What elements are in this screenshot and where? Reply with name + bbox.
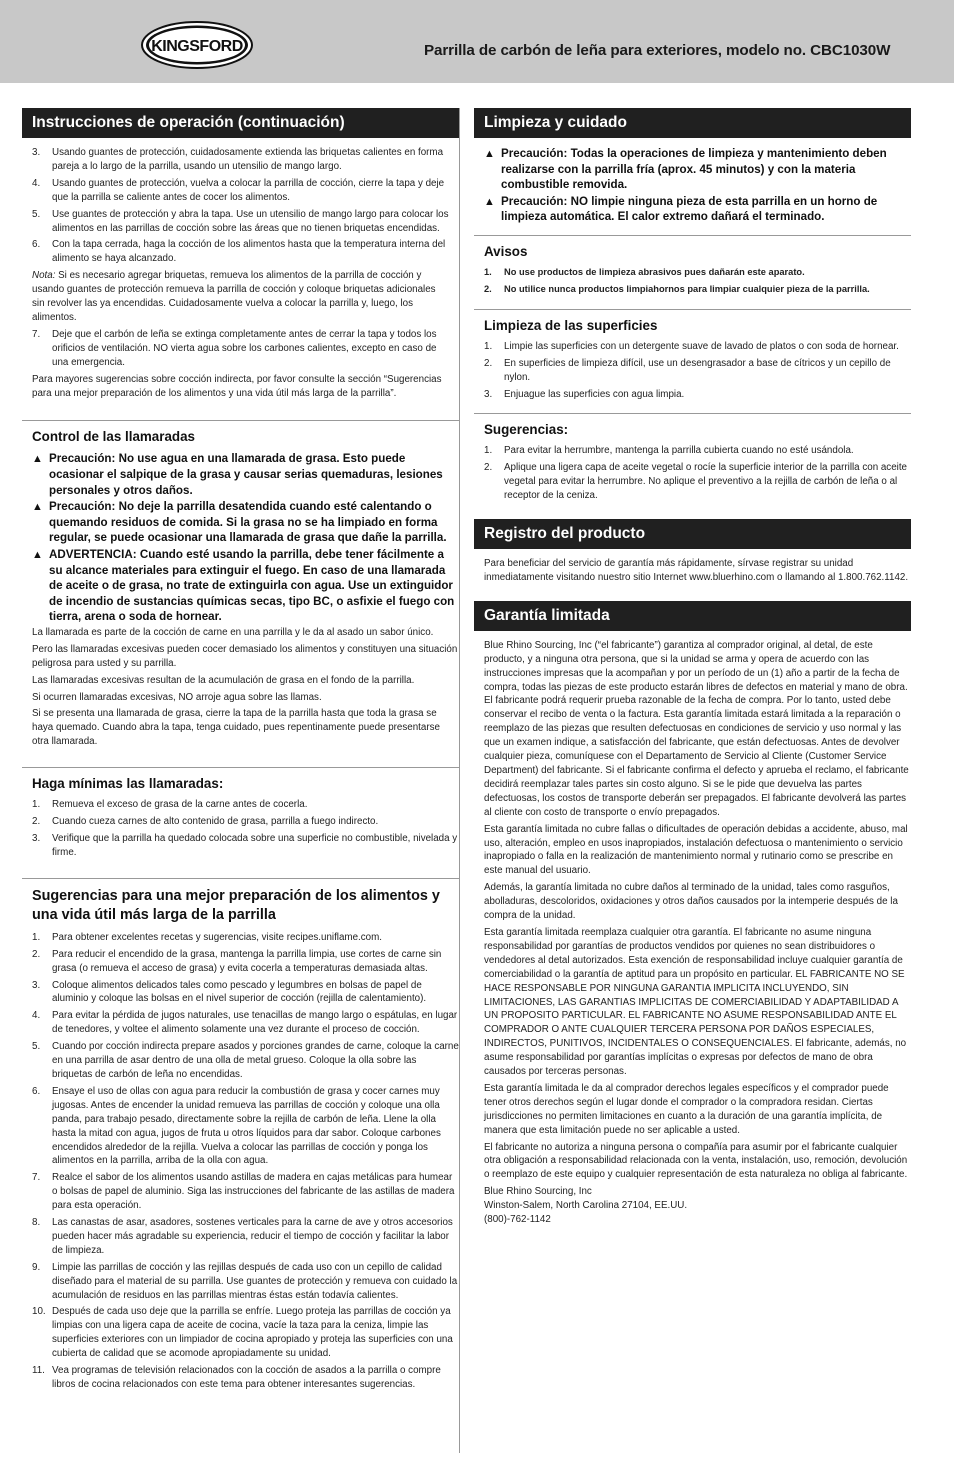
item-number: 1. (484, 266, 492, 277)
indirect-cooking-note: Para mayores sugerencias sobre cocción indirecta, por favor consulte la sección “Sugerencias para una mejor preparación de los alimentos y una vida útil más larga de la parrilla”. (32, 373, 442, 399)
minimize-flare-list (32, 798, 459, 860)
list-item (32, 931, 459, 945)
paragraph: Esta garantía limitada no cubre fallas o dificultades de operación debidas a accidente, abuso, mal uso, alteración, empleo en usos inapropiados, instalación defectuosa o mantenimiento o servicio inapropiado o falla en la realización de mantenimiento normal y rutinario como se prescribe en este manual del usuario. (484, 823, 908, 877)
item-number: 2. (484, 462, 493, 474)
item-text: Enjuague las superficies con agua limpia. (504, 388, 685, 400)
item-number: 3. (484, 388, 493, 400)
cleaning-section (474, 138, 911, 225)
suggestions-section (474, 413, 911, 503)
item-text: Usando guantes de protección, cuidadosamente extienda las briquetas calientes en forma pareja a lo largo de la parrilla, usando un utensilio de mango largo. (52, 147, 444, 172)
list-item (32, 815, 459, 829)
item-text: Para reducir el encendido de la grasa, mantenga la parrilla limpia, use cortes de carne sin grasa (o remueva el acceso de grasa) y evita cocerla a temperaturas demasiada altas. (52, 948, 442, 974)
item-number: 11. (32, 1365, 45, 1377)
item-number: 5. (32, 208, 41, 220)
paragraph: Esta garantía limitada le da al comprador derechos legales específicos y el comprador puede tener otros derechos según el lugar donde el comprador o la compradora residan. Ciertas jurisdicciones no permiten limitaciones en cuanto a la duración de una garantía implícita, de manera que esta limitación puede no ser aplicable a usted. (484, 1082, 889, 1136)
warning-item (484, 194, 911, 225)
paragraph: El fabricante no autoriza a ninguna persona o compañía para asumir por el fabricante cualquier otra obligación a responsabilidad relacionada con la venta, instalación, uso, remoción, devolución o reemplazo de este equipo y cualquier representación de esta naturaleza no obliga al fabricante. (484, 1141, 908, 1181)
tips-list (32, 931, 459, 1392)
warning-item (32, 547, 459, 625)
list-item (32, 328, 449, 370)
item-number: 9. (32, 1261, 41, 1273)
list-item (484, 461, 911, 503)
avisos-section (474, 235, 911, 297)
list-item (32, 798, 459, 812)
registration-section (474, 549, 911, 585)
address-line: Winston-Salem, North Carolina 27104, EE.UU. (484, 1200, 688, 1212)
item-text: Remueva el exceso de grasa de la carne antes de cocerla. (52, 799, 308, 811)
warranty-section (474, 631, 911, 1227)
minimize-flare-section (22, 767, 459, 860)
item-text: Coloque alimentos delicados tales como pescado y legumbres en bolsas de papel de aluminio y coloque las bolsas en el nivel superior de cocción (rejilla de calentamiento). (52, 979, 427, 1005)
flare-paragraphs (32, 626, 459, 749)
item-text: Vea programas de televisión relacionados con la cocción de asados a la parrilla o compre libros de cocina relacionados con este tema para obtener interesantes sugerencias. (52, 1365, 441, 1390)
list-item (484, 357, 911, 385)
item-number: 3. (32, 979, 41, 991)
item-text: No utilice nunca productos limpiahornos para limpiar cualquier pieza de la parrilla. (504, 283, 870, 294)
paragraph: Esta garantía limitada reemplaza cualquier otra garantía. El fabricante no asume ninguna responsabilidad por garantías de productos vendidos por quienes no sean distribuidores o vendedores al detal autorizados. Esta exención de responsabilidad incluye cualquier garantía de comerciabilidad o la garantía de aptitud para un propósito en particular. EL FABRICANTE NO SE HACE RESPONSABLE POR NINGUNA GARANTIA IMPLICITA INCLUYENDO, SIN LIMITACIONES, LAS GARANTIAS IMPLICITAS DE COMERCIABILIDAD Y ADAPTABILIDAD A UN PROPOSITO PARTICULAR. EL FABRICANTE NO ASUME RESPONSABILIDAD ANTE EL COMPRADOR O ANTE CUALQUIER TERCERA PERSONA POR DAÑOS ESPECIALES, INDIRECTOS, PUNITIVOS, INCIDENTALES O CONSEQUENCIALES. El fabricante, además, no asume responsabilidad por garantías implícitas o expresas por defectos de mano de obra causados por terceras personas. (484, 926, 907, 1078)
paragraph: Las llamaradas excesivas resultan de la acumulación de grasa en el fondo de la parrilla. (32, 674, 415, 686)
warranty-heading: Garantía limitada (474, 601, 911, 631)
surface-cleaning-list (484, 340, 911, 402)
item-number: 1. (32, 799, 41, 811)
flare-control-heading: Control de las llamaradas (32, 429, 195, 445)
item-number: 1. (484, 445, 493, 457)
item-number: 1. (32, 931, 41, 943)
item-text: Con la tapa cerrada, haga la cocción de los alimentos hasta que la temperatura interna del alimento se haya alcanzado. (52, 239, 446, 265)
surface-cleaning-heading: Limpieza de las superficies (484, 317, 658, 333)
warning-text: Precaución: Todas la operaciones de limpieza y mantenimiento deben realizarse con la parrilla fría (aprox. 45 minutos) y con la materia combustible removida. (501, 147, 887, 192)
list-item (32, 832, 459, 860)
paragraph: Blue Rhino Sourcing, Inc (“el fabricante”) garantiza al comprador original, al detal, de este producto, y a ninguna otra persona, que si la unidad se arma y opera de acuerdo con las instrucciones impresas que la acompañan y por un período de un (1) año a partir de la fecha de compra, todas las piezas de este producto estarán libres de defectos en material y mano de obra. El fabricante podrá requerir prueba razonable de la fecha de compra. Por lo tanto, usted debe conservar el recibo de venta o la factura. Esta garantía limitada estará limitada a la reparación o reemplazo de las piezas que resulten defectuosas en condiciones de servicio y uso normal y las que un examen indique, a satisfacción del fabricante, que están defectuosas. Antes de devolver cualquier pieza, comuníquese con el Departamento de Servicio al Cliente (Customer Service Department) del fabricante. Si el fabricante confirma el defecto y aprueba el reclamo, el fabricante decidirá reemplazar tales partes sin costo alguno. Si se le pide que devuelva las partes defectuosas, los costos de transporte deberán ser prepagados. El fabricante devolverá las partes al cliente con costo de transporte o envío prepagados. (484, 639, 909, 818)
item-number: 6. (32, 239, 41, 251)
item-text: Usando guantes de protección, vuelva a colocar la parrilla de cocción, cierre la tapa y deje que la parrilla se caliente antes de cocer los alimentos. (52, 177, 445, 203)
avisos-heading: Avisos (484, 243, 528, 259)
tips-heading: Sugerencias para una mejor preparación de los alimentos y una vida útil más larga de la parrilla (32, 887, 440, 923)
item-text: Después de cada uso deje que la parrilla se enfríe. Luego proteja las parrillas de cocción ya limpias con una ligera capa de aceite de cocina, vacíe la taza para la ceniza, limpie las superficies exteriores con un limpiador de cocina apropiado y proteja las superficies con una cubierta de calidad que se acomode apropiadamente su unidad. (52, 1306, 453, 1360)
operation-step-7-list (32, 328, 449, 370)
list-item (32, 1171, 459, 1213)
suggestions-heading: Sugerencias: (484, 422, 569, 438)
right-column (474, 108, 911, 1227)
item-text: Para obtener excelentes recetas y sugerencias, visite recipes.uniflame.com. (52, 931, 382, 943)
cleaning-warnings (484, 146, 911, 225)
registration-heading: Registro del producto (474, 519, 911, 549)
paragraph: Pero las llamaradas excesivas pueden cocer demasiado los alimentos y constituyen una situación peligrosa para usted y su parrilla. (32, 643, 458, 669)
list-item (32, 146, 449, 174)
item-number: 2. (32, 816, 41, 828)
list-item (32, 1085, 459, 1168)
list-item (32, 208, 449, 236)
note-label: Nota: (32, 270, 56, 282)
item-text: Use guantes de protección y abra la tapa. Use un utensilio de mango largo para colocar los alimentos en las parrillas de cocción sobre las áreas que no tienen briquetas encendidas. (52, 208, 449, 234)
list-item (32, 238, 449, 266)
left-column (22, 108, 460, 1453)
item-number: 2. (484, 283, 492, 294)
item-number: 6. (32, 1085, 41, 1097)
item-number: 7. (32, 328, 41, 340)
suggestions-list (484, 444, 911, 503)
flare-warnings (32, 451, 459, 625)
item-text: Limpie las parrillas de cocción y las rejillas después de cada uso con un cepillo de calidad diseñado para el material de su parrilla. Use guantes de protección y remueva con cuidado la acumulación de residuos en las parrillas mientras éstas están todavía calientes. (52, 1261, 458, 1301)
list-item (32, 948, 459, 976)
warning-text: ADVERTENCIA: Cuando esté usando la parrilla, debe tener fácilmente a su alcance materiales para extinguir el fuego. En caso de una llamarada de aceite o de grasa, no trate de extinguirla con agua. Use un extinguidor de incendio de sustancias químicas secas, tipo BC, o asfixie el fuego con tierra, arena o soda de hornear. (49, 547, 455, 624)
document-title: Parrilla de carbón de leña para exteriores, modelo no. CBC1030W (424, 42, 891, 59)
item-number: 4. (32, 177, 41, 189)
warning-triangle-icon: ▲ (32, 453, 43, 466)
warning-triangle-icon: ▲ (32, 501, 43, 514)
operation-instructions-heading: Instrucciones de operación (continuación) (22, 108, 459, 138)
warning-item (32, 451, 459, 498)
tips-section (22, 878, 459, 1392)
company-address (484, 1185, 911, 1227)
address-line: (800)-762-1142 (484, 1214, 551, 1226)
cleaning-heading: Limpieza y cuidado (474, 108, 911, 138)
item-text: Realce el sabor de los alimentos usando astillas de madera en cajas metálicas para humear o bolsas de papel de aluminio. Siga las instrucciones del fabricante de las astillas de madera para esta operación. (52, 1172, 455, 1212)
warning-triangle-icon: ▲ (484, 148, 495, 160)
address-line: Blue Rhino Sourcing, Inc (484, 1186, 592, 1198)
item-number: 2. (484, 357, 493, 369)
item-number: 3. (32, 147, 41, 158)
registration-text: Para beneficiar del servicio de garantía más rápidamente, sírvase registrar su unidad inmediatamente visitando nuestro sitio Internet www.bluerhino.com o llamando al 1.800.762.1142. (484, 558, 909, 583)
warning-triangle-icon: ▲ (32, 548, 43, 561)
item-number: 10. (32, 1306, 46, 1318)
item-number: 3. (32, 833, 41, 844)
item-number: 8. (32, 1217, 41, 1229)
list-item (32, 1364, 459, 1392)
item-text: Para evitar la herrumbre, mantenga la parrilla cubierta cuando no esté usándola. (504, 445, 854, 457)
list-item (32, 1261, 459, 1303)
list-item (484, 266, 911, 280)
paragraph: Además, la garantía limitada no cubre daños al terminado de la unidad, tales como rasguños, abolladuras, descoloridos, oxidaciones y otros daños causados por la intemperie después de la compra de la unidad. (484, 882, 898, 922)
item-text: Aplique una ligera capa de aceite vegetal o rocíe la superficie interior de la parrilla con aceite vegetal para evitar la herrumbre. No aplique el preventivo a la rejilla de carbón de leña o al receptor de la ceniza. (504, 462, 908, 502)
list-item (484, 444, 911, 458)
list-item (484, 388, 911, 402)
svg-text:KINGSFORD: KINGSFORD (151, 38, 243, 55)
note-text: Si es necesario agregar briquetas, remueva los alimentos de la parrilla de cocción y usando guantes de protección remueva la parrilla de cocción y coloque briquetas adicionales sin revolver las ya encendidas. Cuidadosamente vuelva a colocar la parrilla y, luego, los alimentos. (32, 270, 436, 323)
avisos-list (484, 266, 911, 297)
item-text: En superficies de limpieza difícil, use un desengrasador a base de cítricos y un cepillo de nylon. (504, 357, 891, 383)
item-number: 4. (32, 1010, 41, 1022)
list-item (32, 1040, 459, 1082)
list-item (484, 340, 911, 354)
warning-triangle-icon: ▲ (484, 195, 495, 208)
item-text: Verifique que la parrilla ha quedado colocada sobre una superficie no combustible, nivelada y firme. (52, 833, 458, 858)
warning-text: Precaución: NO limpie ninguna pieza de esta parrilla en un horno de limpieza automática. El calor extremo dañará el terminado. (501, 194, 878, 224)
paragraph: Si se presenta una llamarada de grasa, cierre la tapa de la parrilla hasta que toda la grasa se haya quemado. Cuando abra la tapa, tenga cuidado, pues repentinamente puede presentarse otra llamarada. (32, 708, 440, 748)
item-text: Ensaye el uso de ollas con agua para reducir la combustión de grasa y cocer carnes muy jugosas. Antes de encender la unidad remueva las parrillas de cocción y coloque una olla panda, para trabajo pesado, directamente sobre la rejilla de carbón de leña. Llene la olla hasta la mitad con agua, jugos de fruta u otros líquidos para dar sabor. Coloque carbones encendidos alrededor de la rejilla. Vuelva a colocar las parrillas de cocción y ponga los alimentos en la parrilla, arriba de la olla con agua. (52, 1085, 441, 1167)
item-number: 5. (32, 1041, 41, 1053)
surface-cleaning-section (474, 309, 911, 402)
item-text: Cuando por cocción indirecta prepare asados y porciones grandes de carne, coloque la carne en una parrilla de asar dentro de una olla de metal grueso. Coloque la olla sobre las briquetas de carbón de leña no encendidas. (52, 1041, 459, 1080)
note-paragraph (32, 269, 449, 325)
warning-item (484, 146, 911, 193)
item-text: Limpie las superficies con un detergente suave de lavado de platos o con soda de hornear. (504, 340, 899, 352)
warning-text: Precaución: No deje la parrilla desatendida cuando esté calentando o quemando residuos de comida. Si la grasa no se ha limpiado en forma regular, se puede ocasionar una llamarada de grasa que dañe la parrilla. (49, 500, 447, 545)
list-item (32, 1305, 459, 1361)
item-text: Deje que el carbón de leña se extinga completamente antes de cerrar la tapa y todos los orificios de ventilación. NO vierta agua sobre los carbones calientes, excepto en caso de una emergencia. (52, 328, 437, 368)
list-item (32, 1216, 459, 1258)
warning-text: Precaución: No use agua en una llamarada de grasa. Esto puede ocasionar el salpique de la grasa y causar serias quemaduras, lesiones personales y otros daños. (49, 452, 443, 497)
operation-steps-list (32, 146, 449, 266)
paragraph: Si ocurren llamaradas excesivas, NO arroje agua sobre las llamas. (32, 691, 322, 703)
operation-instructions-section (22, 138, 459, 400)
list-item (32, 1009, 459, 1037)
page-header (0, 0, 954, 83)
item-number: 7. (32, 1172, 41, 1184)
paragraph: La llamarada es parte de la cocción de carne en una parrilla y le da al asado un sabor único. (32, 626, 434, 638)
warranty-paragraphs (484, 639, 911, 1182)
minimize-flare-heading: Haga mínimas las llamaradas: (32, 776, 224, 792)
item-number: 1. (484, 340, 493, 352)
item-text: Cuando cueza carnes de alto contenido de grasa, parrilla a fuego indirecto. (52, 816, 379, 828)
item-text: No use productos de limpieza abrasivos pues dañarán este aparato. (504, 266, 805, 277)
flare-control-section (22, 420, 459, 749)
kingsford-logo (140, 20, 254, 70)
warning-item (32, 499, 459, 546)
item-text: Las canastas de asar, asadores, sostenes verticales para la carne de ave y otros accesorios pueden hacer más agradable su experiencia, reducir el tiempo de cocción y facilitar la labor de limpieza. (52, 1217, 453, 1256)
list-item (484, 283, 911, 297)
list-item (32, 979, 459, 1007)
item-number: 2. (32, 948, 41, 960)
list-item (32, 177, 449, 205)
item-text: Para evitar la pérdida de jugos naturales, use tenacillas de mango largo o espátulas, en lugar de tenedores, y voltee el alimento solamente una vez durante el proceso de cocción. (52, 1010, 458, 1036)
